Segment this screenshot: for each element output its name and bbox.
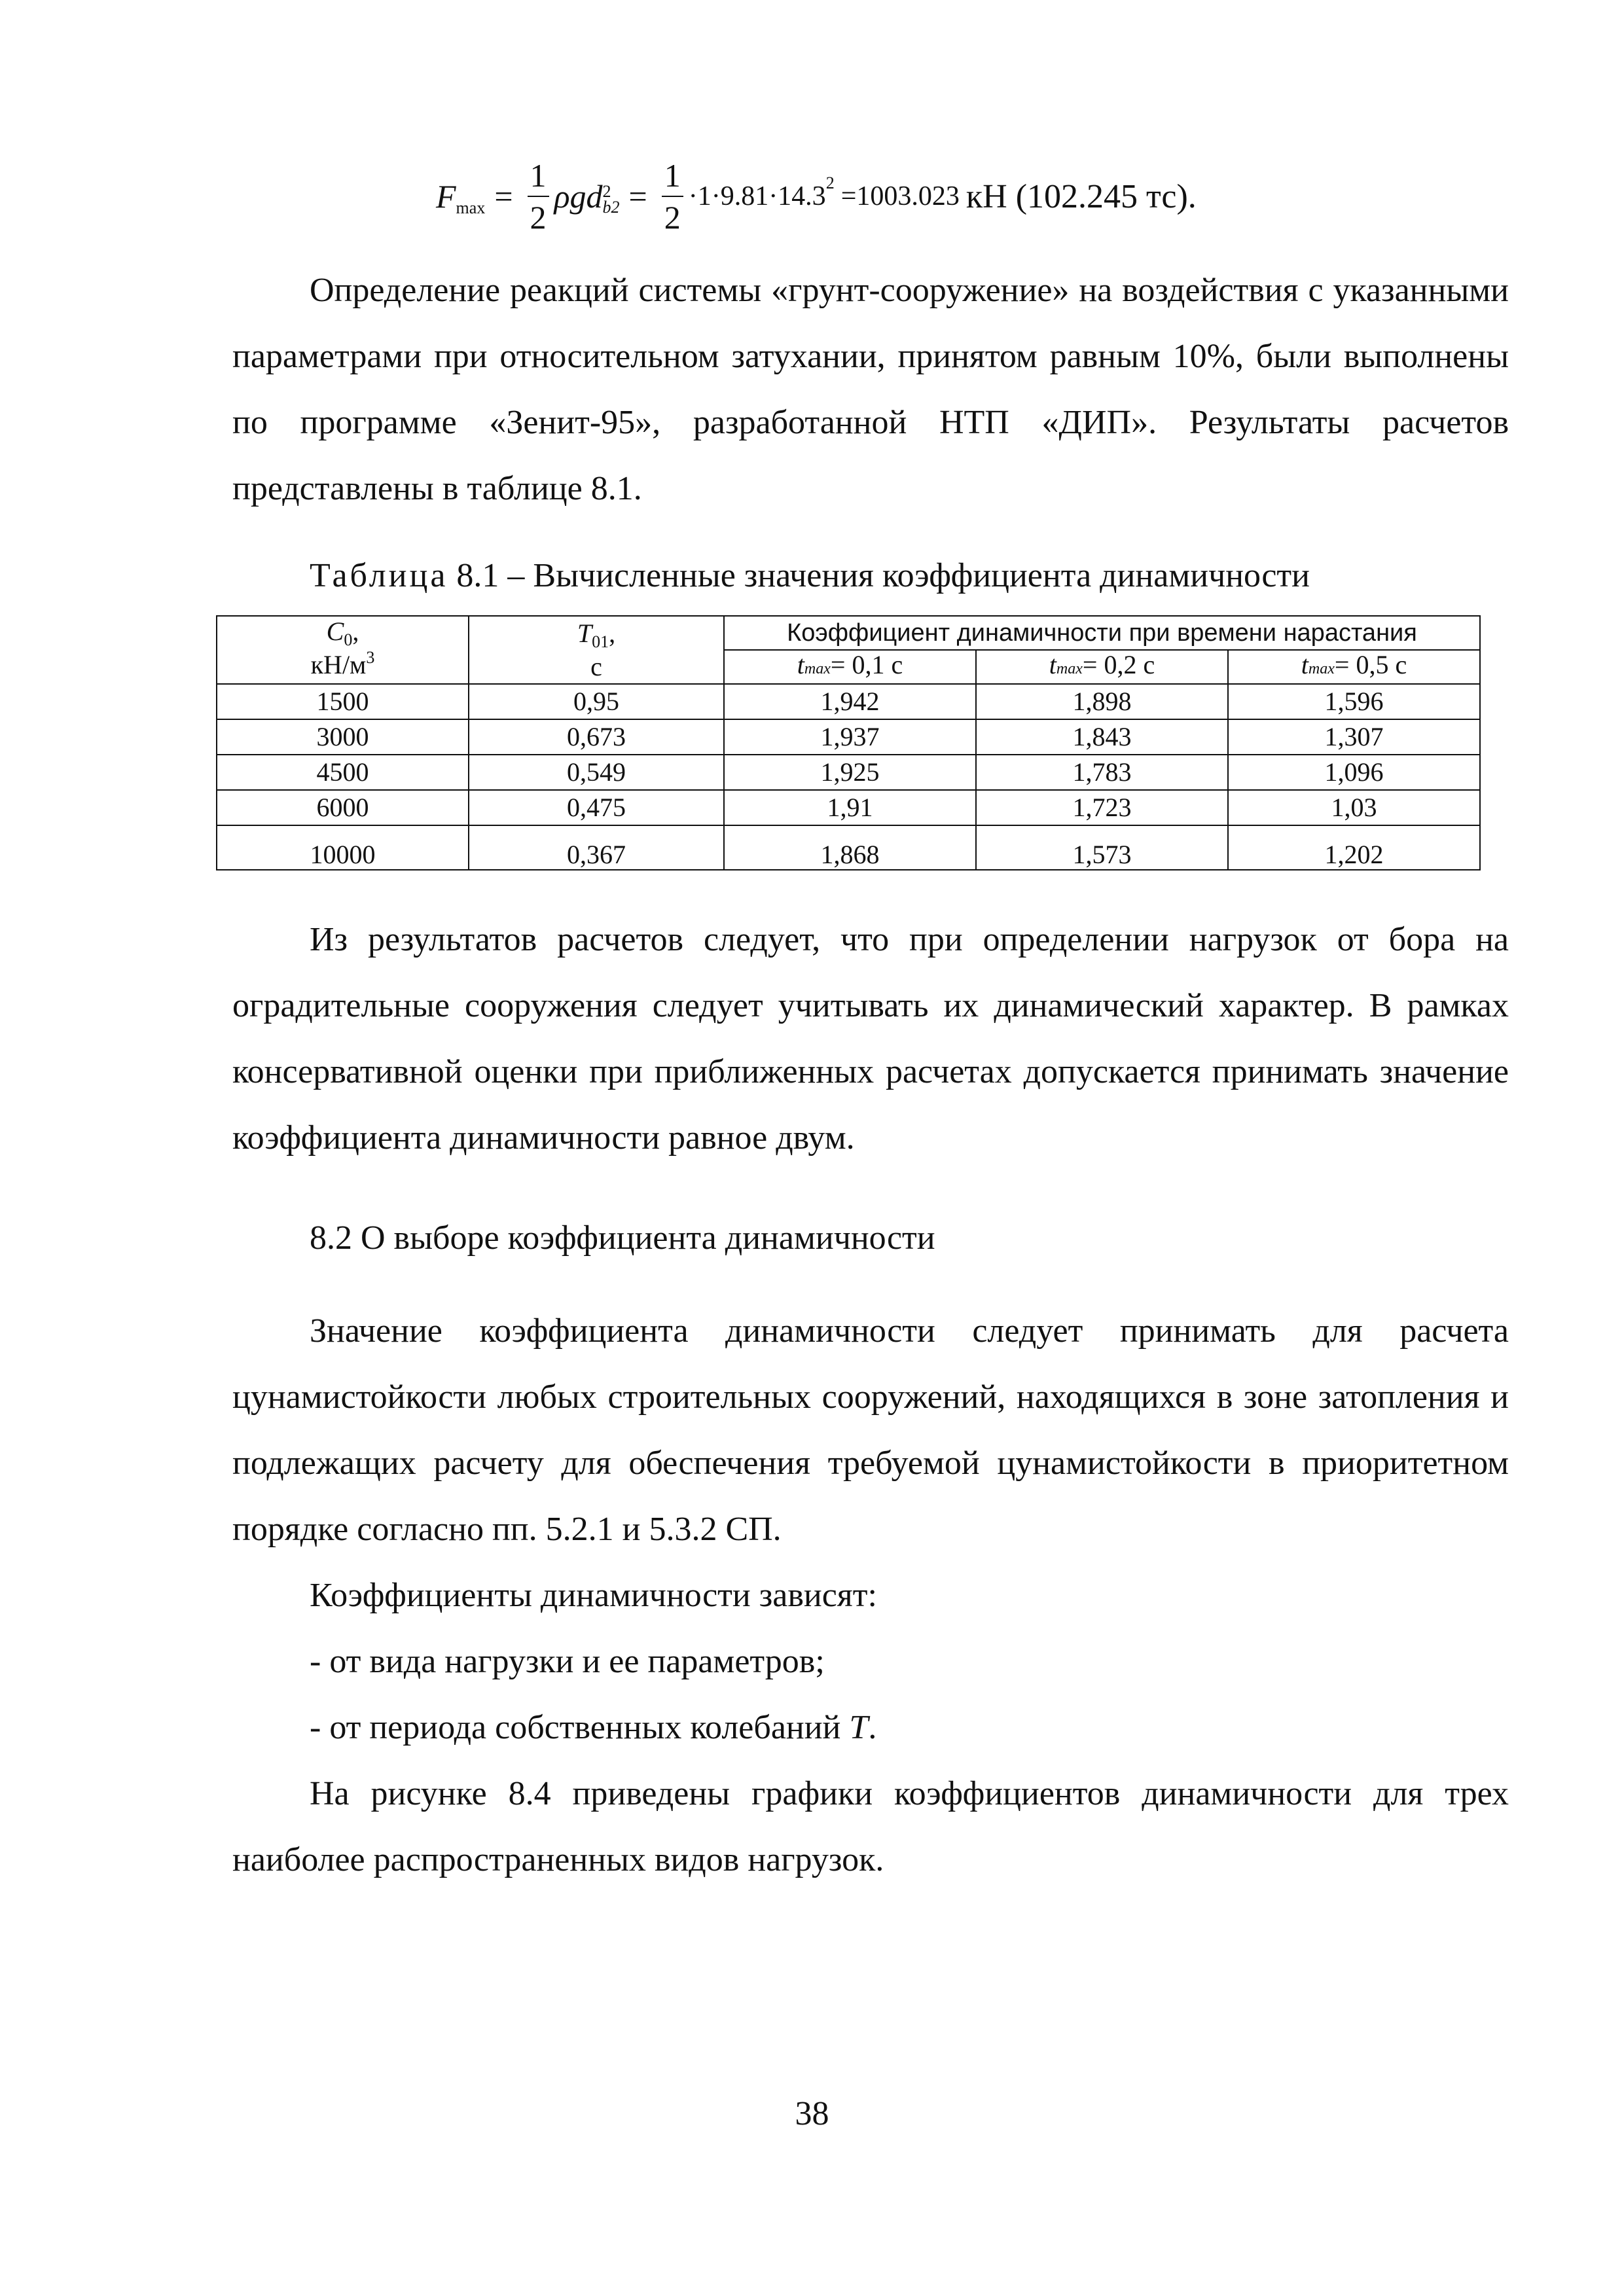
header-c0: $C_0$, $кН/м^3$ (217, 616, 469, 684)
table-row: 1500 0,95 1,942 1,898 1,596 (217, 684, 1480, 719)
paragraph-figure-reference: На рисунке 8.4 приведены графики коэффициентов динамичности для трех наиболее распространенных видов нагрузок. (232, 1775, 1509, 1878)
force-formula: F max = $\frac{1}{2}$ ρgd 2 b2 = $\frac{1}{2}$ ·1·9.81·14.3 2 =1003.023 кН (102.245 тс). (436, 157, 1197, 236)
table-row: 3000 0,673 1,937 1,843 1,307 (217, 719, 1480, 755)
formula-rho-g-d: ρgd (554, 178, 603, 215)
header-tmax-05: tmax= 0,5 с (1228, 650, 1480, 684)
table-row: 4500 0,549 1,925 1,783 1,096 (217, 755, 1480, 790)
table-caption: Таблица 8.1 – Вычисленные значения коэффициента динамичности (310, 557, 1310, 594)
dynamic-coefficient-table (216, 615, 1481, 870)
table-row: 6000 0,475 1,91 1,723 1,03 (217, 790, 1480, 825)
formula-lhs-symbol: F (436, 178, 456, 215)
formula-unit: кН (102.245 тс). (965, 177, 1197, 215)
header-tmax-01: tmax= 0,1 с (724, 650, 976, 684)
list-item: - от периода собственных колебаний T. (310, 1709, 877, 1746)
page-number: 38 (795, 2095, 829, 2132)
formula-fraction-2: $\frac{1}{2}$ (662, 159, 683, 234)
formula-expression: ·1·9.81·14.3 (688, 181, 826, 211)
section-heading: 8.2 О выборе коэффициента динамичности (310, 1219, 935, 1257)
list-item: - от вида нагрузки и ее параметров; (310, 1643, 825, 1680)
formula-result: =1003.023 (840, 181, 960, 211)
table-row: 10000 0,367 1,868 1,573 1,202 (217, 825, 1480, 870)
header-t01: $T_{01}$, с (469, 616, 724, 684)
formula-fraction-1: $\frac{1}{2}$ (528, 159, 549, 234)
paragraph-coefficient-usage: Значение коэффициента динамичности следует принимать для расчета цунамистойкости любых строительных сооружений, находящихся в зоне затопления и подлежащих расчету для обеспечения требуемой цунамистойкости в приоритетном порядке согласно пп. 5.2.1 и 5.3.2 СП. (232, 1312, 1509, 1548)
header-group: Коэффициент динамичности при времени нарастания (724, 616, 1480, 650)
paragraph-conclusion: Из результатов расчетов следует, что при определении нагрузок от бора на оградительные сооружения следует учитывать их динамический характер. В рамках консервативной оценки при приближенных расчетах допускается принимать значение коэффициента динамичности равное двум. (232, 921, 1509, 1157)
formula-lhs-subscript: max (456, 198, 486, 217)
header-tmax-02: tmax= 0,2 с (976, 650, 1228, 684)
list-intro: Коэффициенты динамичности зависят: (310, 1577, 877, 1614)
paragraph-results-intro: Определение реакций системы «грунт-сооружение» на воздействия с указанными параметрами при относительном затухании, принятом равным 10%, были выполнены по программе «Зенит-95», разработанной НТП «ДИП». Результаты расчетов представлены в таблице 8.1. (232, 272, 1509, 507)
